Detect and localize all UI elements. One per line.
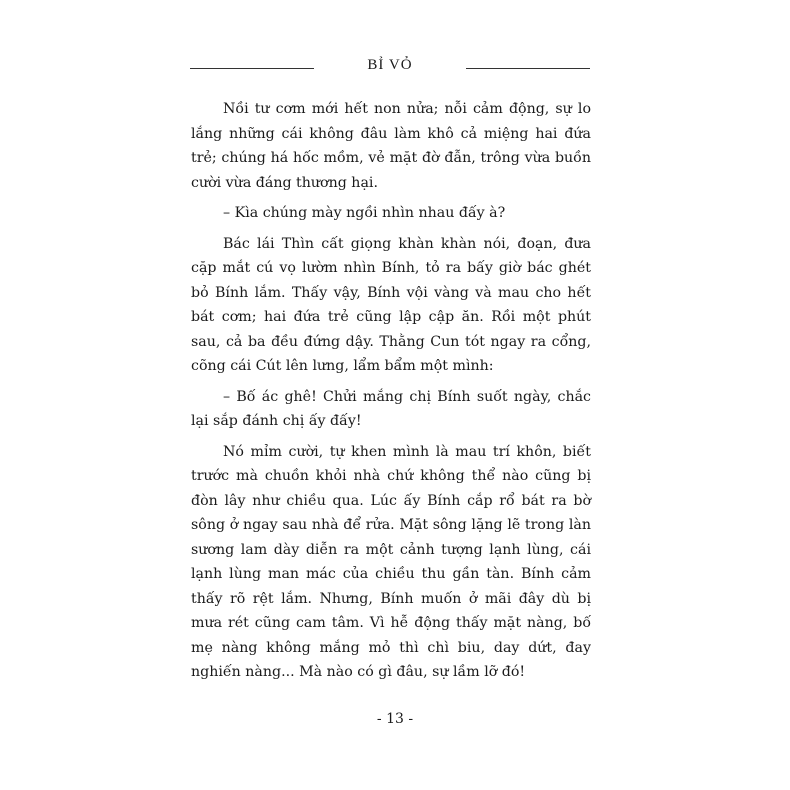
paragraph: – Bố ác ghê! Chửi mắng chị Bính suốt ngày, chắc lại sắp đánh chị ấy đấy!: [191, 388, 591, 429]
body-text: [191, 97, 591, 691]
paragraph: – Kìa chúng mày ngồi nhìn nhau đấy à?: [223, 205, 506, 221]
header-rule-right: [466, 68, 590, 69]
running-header: [190, 52, 590, 82]
paragraph: Nó mỉm cười, tự khen mình là mau trí khôn, biết trước mà chuồn khỏi nhà chứ không thể nào cũng bị đòn lây như chiều qua. Lúc ấy Bính cắp rổ bát ra bờ sông ở ngay sau nhà để rửa. Mặt sông lặng lẽ trong làn sương lam dày diễn ra một cảnh tượng lạnh lùng, cái lạnh lùng man mác của chiều thu gần tàn. Bính cảm thấy rõ rệt lắm. Nhưng, Bính muốn ở mãi đây dù bị mưa rét cũng cam tâm. Vì hễ động thấy mặt nàng, bố mẹ nàng không mắng mỏ thì chì biu, day dứt, đay nghiến nàng... Mà nào có gì đâu, sự lầm lỡ đó!: [191, 443, 591, 680]
paragraph: Bác lái Thìn cất giọng khàn khàn nói, đoạn, đưa cặp mắt cú vọ lườm nhìn Bính, tỏ ra bấy giờ bác ghét bỏ Bính lắm. Thấy vậy, Bính vội vàng và mau cho hết bát cơm; hai đứa trẻ cũng lập cập ăn. Rồi một phút sau, cả ba đều đứng dậy. Thằng Cun tót ngay ra cổng, cõng cái Cút lên lưng, lẩm bẩm một mình:: [191, 235, 591, 374]
paragraph: Nồi tư cơm mới hết non nửa; nỗi cảm động, sự lo lắng những cái không đâu làm khô cả miệng hai đứa trẻ; chúng há hốc mồm, vẻ mặt đờ đẫn, trông vừa buồn cười vừa đáng thương hại.: [191, 101, 591, 191]
running-title: BỈ VỎ: [367, 57, 413, 73]
page-number: - 13 -: [376, 711, 414, 727]
